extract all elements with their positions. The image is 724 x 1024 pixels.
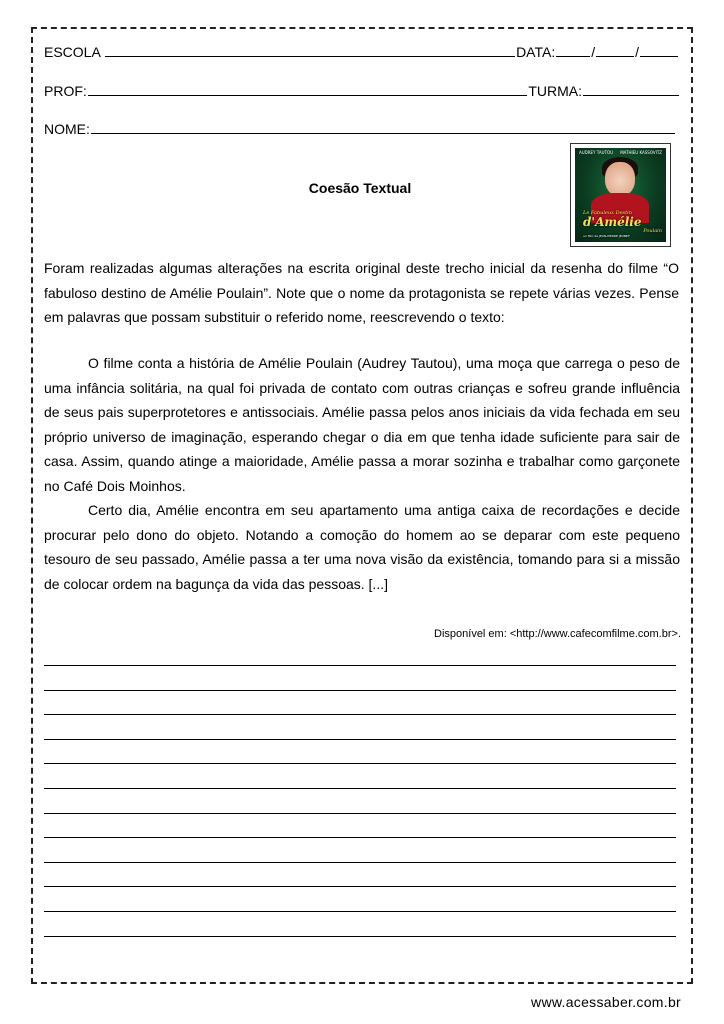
name-field[interactable]	[44, 117, 676, 137]
answer-line[interactable]	[44, 837, 676, 838]
school-field[interactable]	[44, 40, 679, 60]
review-paragraph-1: O filme conta a história de Amélie Poulain (Audrey Tautou), uma moça que carrega o peso de uma infância solitária, na qual foi privada de contato com outras crianças e sofreu grande influência de seus pais superprotetores e antissociais. Amélie passa pelos anos iniciais da vida fechada em seu próprio universo de imaginação, esperando chegar o dia em que tenha idade suficiente para sair de casa. Assim, quando atinge a maioridade, Amélie passa a morar sozinha e trabalhar como garçonete no Café Dois Moinhos.	[44, 355, 680, 494]
date-year-blank[interactable]	[640, 56, 678, 57]
poster-actor-right: MATHIEU KASSOVITZ	[620, 150, 662, 155]
poster-art	[575, 148, 666, 242]
poster-title-line1: Le Fabuleux Destin	[583, 210, 632, 216]
answer-line[interactable]	[44, 886, 676, 887]
poster-actor-left: AUDREY TAUTOU	[579, 150, 614, 155]
answer-line[interactable]	[44, 862, 676, 863]
answer-line[interactable]	[44, 665, 676, 666]
teacher-field[interactable]	[44, 79, 680, 99]
page-title: Coesão Textual	[308, 180, 412, 196]
answer-line[interactable]	[44, 936, 676, 937]
instructions-text	[44, 256, 679, 330]
poster-title-line3: Poulain	[643, 228, 662, 234]
poster-title	[583, 210, 662, 238]
teacher-label: PROF:	[44, 83, 87, 99]
review-paragraph-2: Certo dia, Amélie encontra em seu apartamento uma antiga caixa de recordações e decide procurar pelo dono do objeto. Notando a comoção do homem ao se deparar com este pequeno tesouro de seu passado, Amélie passa a ter uma nova visão da existência, tomando para si a missão de colocar ordem na bagunça da vida das pessoas. [...]	[44, 502, 680, 592]
poster-title-line2: d'Amélie	[583, 215, 642, 229]
teacher-blank[interactable]	[88, 94, 528, 96]
answer-line[interactable]	[44, 739, 676, 740]
date-separator: /	[635, 44, 639, 60]
answer-line[interactable]	[44, 690, 676, 691]
class-label: TURMA:	[528, 83, 582, 99]
poster-credits	[579, 150, 662, 155]
answer-line[interactable]	[44, 911, 676, 912]
poster-director-credit: un film de JEAN-PIERRE JEUNET	[583, 234, 630, 238]
date-day-blank[interactable]	[556, 56, 590, 57]
name-blank[interactable]	[91, 132, 675, 134]
school-blank[interactable]	[105, 55, 515, 57]
instructions-paragraph: Foram realizadas algumas alterações na escrita original deste trecho inicial da resenha do filme “O fabuloso destino de Amélie Poulain”. Note que o nome da protagonista se repete várias vezes. Pense em palavras que possam substituir o referido nome, reescrevendo o texto:	[44, 260, 679, 325]
name-label: NOME:	[44, 121, 90, 137]
review-excerpt	[44, 351, 680, 596]
answer-line[interactable]	[44, 813, 676, 814]
source-citation: Disponível em: <http://www.cafecomfilme.com.br>.	[434, 628, 681, 640]
answer-line[interactable]	[44, 788, 676, 789]
school-label: ESCOLA	[44, 44, 101, 60]
class-blank[interactable]	[583, 95, 679, 96]
answer-line[interactable]	[44, 763, 676, 764]
answer-line[interactable]	[44, 714, 676, 715]
date-label: DATA:	[516, 44, 556, 60]
poster-face	[605, 162, 635, 196]
footer-website: www.acessaber.com.br	[531, 994, 681, 1010]
date-separator: /	[591, 44, 596, 60]
movie-poster	[570, 143, 671, 247]
date-month-blank[interactable]	[596, 56, 634, 57]
